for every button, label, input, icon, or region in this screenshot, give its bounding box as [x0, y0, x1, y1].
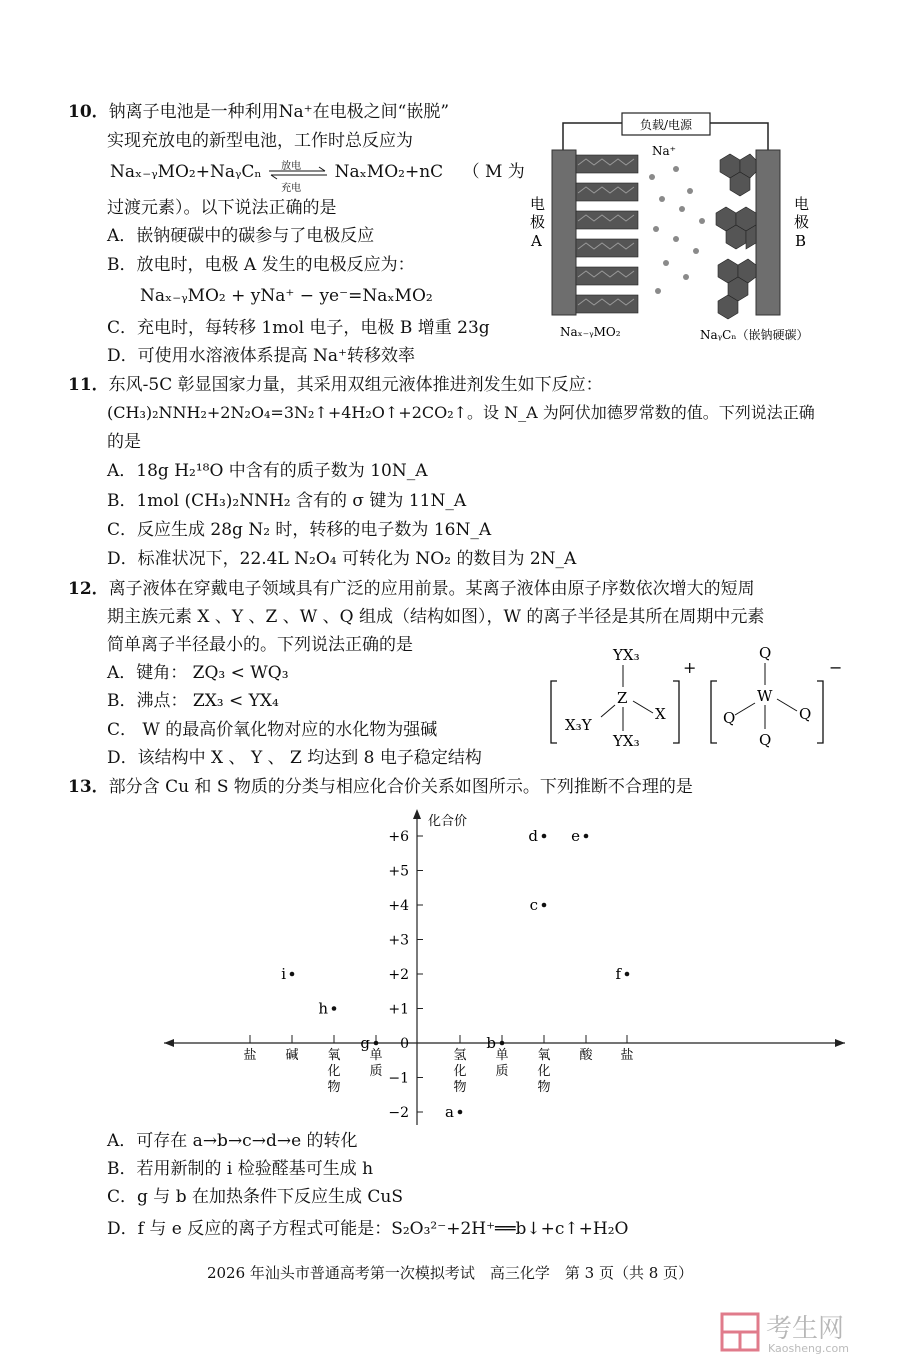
q13-option-a[interactable]: A．可存在 a→b→c→d→e 的转化: [107, 1131, 358, 1151]
electrode-b-label-1: 电: [794, 195, 810, 213]
x-categories: [243, 1035, 633, 1095]
data-point-d: [542, 834, 547, 839]
x-category-label: 碱: [285, 1048, 299, 1063]
q10-stem-line1: [68, 100, 449, 124]
data-point-label-c: c: [529, 896, 538, 914]
q10-number: 10．: [68, 102, 109, 122]
data-point-label-i: i: [281, 965, 286, 983]
q11-stem-text1: 东风-5C 彰显国家力量，其采用双组元液体推进剂发生如下反应：: [108, 375, 603, 395]
q12-option-b[interactable]: B．沸点： ZX₃ < YX₄: [107, 691, 279, 711]
data-point-label-e: e: [571, 827, 580, 845]
q13-number: 13．: [68, 777, 109, 797]
q10-option-b[interactable]: B．放电时，电极 A 发生的电极反应为：: [107, 255, 415, 275]
watermark-logo: [718, 1308, 878, 1360]
power-source-label: 负载/电源: [639, 118, 693, 132]
y-tick-label: +6: [388, 829, 409, 845]
q11-option-d[interactable]: D．标准状况下，22.4L N₂O₄ 可转化为 NO₂ 的数目为 2N_A: [107, 549, 577, 569]
data-point-f: [625, 972, 630, 977]
q12-option-c[interactable]: C． W 的最高价氧化物对应的水化物为强碱: [107, 720, 438, 740]
data-point-label-a: a: [445, 1103, 454, 1121]
x-axis-arrow-left: [164, 1039, 174, 1047]
q10-stem-line2: 实现充放电的新型电池，工作时总反应为: [107, 131, 413, 151]
q10-stem-line4: 过渡元素）。以下说法正确的是: [107, 198, 337, 218]
electrode-b-hexagons: [716, 154, 756, 319]
q11-number: 11．: [68, 375, 109, 395]
watermark-domain: Kaosheng.com: [768, 1342, 849, 1355]
q13-option-d[interactable]: D．f 与 e 反应的离子方程式可能是：S₂O₃²⁻+2H⁺══b↓+c↑+H₂O: [107, 1219, 629, 1239]
q11-stem-line3: 的是: [107, 432, 141, 452]
anion-top-atom: Q: [759, 644, 772, 662]
q11-stem-line1: [68, 373, 603, 397]
y-ticks: [388, 829, 423, 1121]
x-category-label: 盐: [243, 1048, 257, 1063]
q12-stem-line3: 简单离子半径最小的。下列说法正确的是: [107, 635, 413, 655]
y-tick-label: +4: [388, 898, 409, 914]
q10-option-a[interactable]: A．嵌钠硬碳中的碳参与了电极反应: [107, 226, 375, 246]
x-category-label: 质: [369, 1064, 383, 1079]
data-point-label-b: b: [486, 1034, 496, 1052]
q13-stem-line: [68, 775, 693, 799]
cation-left-group: X₃Y: [565, 716, 592, 734]
data-point-g: [374, 1041, 379, 1046]
q12-stem-text1: 离子液体在穿戴电子领域具有广泛的应用前景。某离子液体由原子序数依次增大的短周: [108, 579, 755, 599]
cation-bracket-left: [551, 681, 557, 743]
anion-bracket-right: [817, 681, 823, 743]
cation-right-atom: X: [655, 705, 666, 723]
electrode-b-rod: [756, 150, 780, 315]
q10-eq-right: NaₓMO₂+nC: [334, 162, 444, 182]
q11-option-b[interactable]: B．1mol (CH₃)₂NNH₂ 含有的 σ 键为 11N_A: [107, 491, 467, 511]
x-category-label: 物: [537, 1080, 551, 1095]
y-tick-label: 0: [400, 1036, 409, 1052]
q12-stem-line2: 期主族元素 X 、Y 、Z 、W 、Q 组成（结构如图），W 的离子半径是其所在周期中元素: [107, 607, 765, 627]
anion-bond-right: [777, 699, 797, 711]
y-tick-label: +1: [388, 1001, 409, 1018]
electrode-a-label-2: 极: [530, 213, 546, 231]
y-tick-label: −1: [388, 1070, 409, 1087]
x-category-label: 化: [453, 1064, 467, 1079]
x-category-label: 物: [453, 1080, 467, 1095]
cation-bond-left: [601, 705, 615, 717]
q12-number: 12．: [68, 579, 109, 599]
watermark-brand: 考生网: [766, 1314, 845, 1344]
electrode-b-caption: NaᵧCₙ（嵌钠硬碳）: [700, 328, 809, 342]
q10-stem-text1: 钠离子电池是一种利用Na⁺在电极之间“嵌脱”: [108, 102, 450, 122]
electrode-a-caption: Naₓ₋ᵧMO₂: [560, 325, 621, 339]
circuit-wire-right: [710, 123, 768, 150]
electrode-b-label-3: B: [795, 232, 807, 250]
data-point-i: [290, 972, 295, 977]
data-point-label-g: g: [360, 1034, 370, 1052]
x-category-label: 氧: [327, 1048, 341, 1063]
q13-option-c[interactable]: C．g 与 b 在加热条件下反应生成 CuS: [107, 1187, 403, 1207]
q10-eq-left: Naₓ₋ᵧMO₂+NaᵧCₙ: [110, 162, 262, 182]
x-category-label: 酸: [579, 1048, 593, 1063]
battery-figure: [530, 105, 830, 350]
q10-eq-top: 放电: [281, 160, 302, 172]
cation-bottom-group: YX₃: [613, 732, 640, 750]
anion-bottom-atom: Q: [759, 731, 772, 749]
cation-top-group: YX₃: [613, 646, 640, 664]
anion-right-atom: Q: [799, 705, 812, 723]
y-axis-arrow: [413, 809, 421, 819]
electrode-a-label-3: A: [531, 232, 542, 250]
sodium-ion-label: Na⁺: [652, 144, 676, 158]
q12-option-a[interactable]: A．键角： ZQ₃ < WQ₃: [107, 663, 289, 683]
x-category-label: 物: [327, 1080, 341, 1095]
q10-eq-arrows: [267, 160, 329, 194]
x-category-label: 氧: [537, 1048, 551, 1063]
x-category-label: 单: [495, 1048, 509, 1063]
q10-eq-note: （ M 为: [462, 162, 525, 182]
q13-option-b[interactable]: B．若用新制的 i 检验醛基可生成 h: [107, 1159, 374, 1179]
data-point-a: [458, 1110, 463, 1115]
x-axis-arrow-right: [835, 1039, 845, 1047]
y-axis-label: 化合价: [428, 814, 468, 829]
y-tick-label: −2: [388, 1105, 409, 1121]
q11-option-c[interactable]: C．反应生成 28g N₂ 时，转移的电子数为 16N_A: [107, 520, 492, 540]
data-point-label-f: f: [615, 965, 621, 983]
data-point-h: [332, 1006, 337, 1011]
page-footer: 2026 年汕头市普通高考第一次模拟考试 高三化学 第 3 页（共 8 页）: [206, 1264, 694, 1282]
x-category-label: 盐: [620, 1048, 634, 1063]
anion-bracket-left: [711, 681, 717, 743]
x-category-label: 质: [495, 1064, 509, 1079]
q10-option-d[interactable]: D．可使用水溶液体系提高 Na⁺转移效率: [107, 346, 416, 366]
data-point-c: [542, 903, 547, 908]
y-tick-label: +2: [388, 967, 409, 983]
q13-stem-text: 部分含 Cu 和 S 物质的分类与相应化合价关系如图所示。下列推断不合理的是: [108, 777, 693, 797]
cation-bracket-right: [673, 681, 679, 743]
electrode-b-label-2: 极: [794, 213, 810, 231]
q11-option-a[interactable]: A．18g H₂¹⁸O 中含有的质子数为 10N_A: [107, 461, 428, 481]
x-category-label: 化: [537, 1064, 551, 1079]
anion-left-atom: Q: [723, 709, 736, 727]
x-category-label: 化: [327, 1064, 341, 1079]
q10-eq-bottom: 充电: [281, 182, 302, 194]
data-point-label-h: h: [318, 999, 328, 1018]
electrode-a-rod: [552, 150, 576, 315]
cation-center-atom: Z: [617, 689, 628, 707]
data-point-label-d: d: [528, 827, 538, 845]
anion-center-atom: W: [757, 687, 773, 705]
anion-charge: −: [829, 658, 843, 677]
q10-option-b-equation: Naₓ₋ᵧMO₂ + yNa⁺ − ye⁻=NaₓMO₂: [140, 286, 433, 306]
valence-chart: [150, 805, 870, 1135]
brand-mark-icon: [718, 1310, 762, 1354]
sodium-ion-dots: [649, 166, 705, 294]
x-category-label: 氢: [453, 1048, 467, 1063]
q12-stem-line1: [68, 577, 755, 601]
q11-stem-line2: (CH₃)₂NNH₂+2N₂O₄=3N₂↑+4H₂O↑+2CO₂↑。设 N_A 为阿伏加德罗常数的值。下列说法正确: [107, 403, 815, 422]
y-tick-label: +3: [388, 932, 409, 949]
q10-equation: [110, 160, 525, 194]
ionic-liquid-structure: [545, 643, 845, 758]
electrode-a-label-1: 电: [530, 195, 546, 213]
data-point-b: [500, 1041, 505, 1046]
anion-bond-left: [735, 703, 755, 715]
circuit-wire-left: [563, 123, 622, 150]
q12-option-d[interactable]: D．该结构中 X 、 Y 、 Z 均达到 8 电子稳定结构: [107, 748, 482, 768]
electrode-a-layers: [576, 155, 638, 313]
q10-option-c[interactable]: C．充电时，每转移 1mol 电子，电极 B 增重 23g: [107, 318, 490, 338]
y-tick-label: +5: [388, 863, 409, 880]
cation-charge: +: [683, 658, 697, 677]
cation-bond-right: [633, 701, 653, 713]
x-category-label: 单: [369, 1048, 383, 1063]
data-point-e: [584, 834, 589, 839]
